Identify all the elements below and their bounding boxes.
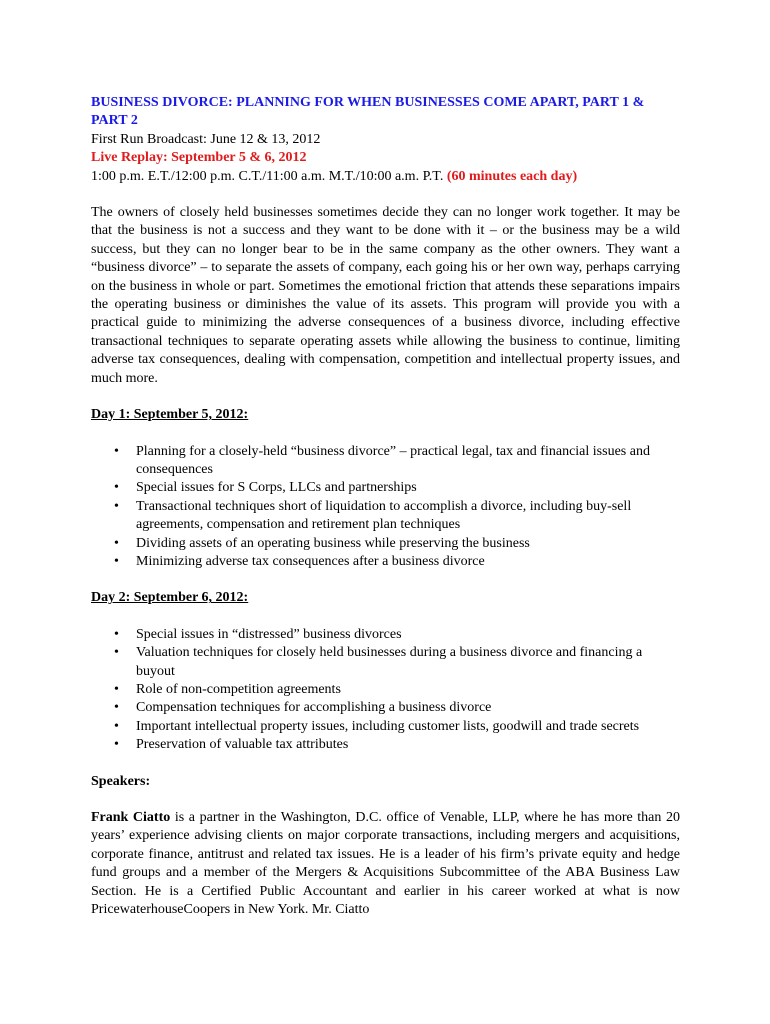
list-item-text: Preservation of valuable tax attributes <box>136 737 349 753</box>
times-line <box>91 168 680 186</box>
list-item <box>91 644 680 681</box>
speaker-name: Frank Ciatto <box>91 810 171 825</box>
bullet-icon: • <box>114 645 119 661</box>
list-item-text: Special issues in “distressed” business divorces <box>136 626 402 642</box>
list-item-text: Minimizing adverse tax consequences after a business divorce <box>136 553 485 569</box>
bullet-icon: • <box>114 535 119 551</box>
bullet-icon: • <box>114 480 119 496</box>
live-replay-line: Live Replay: September 5 & 6, 2012 <box>91 150 307 166</box>
bullet-icon: • <box>114 443 119 459</box>
document-title: BUSINESS DIVORCE: PLANNING FOR WHEN BUSINESSES COME APART, PART 1 & PART 2 <box>91 95 645 129</box>
bullet-icon: • <box>114 737 119 753</box>
list-item-text: Transactional techniques short of liquidation to accomplish a divorce, including buy-sell agreements, compensation and retirement plan techniques <box>136 498 632 533</box>
bullet-icon: • <box>114 700 119 716</box>
list-item <box>91 553 680 571</box>
day1-heading: Day 1: September 5, 2012: <box>91 407 249 423</box>
broadcast-times: 1:00 p.m. E.T./12:00 p.m. C.T./11:00 a.m. M.T./10:00 a.m. P.T. <box>91 168 444 184</box>
document-body <box>91 94 680 919</box>
day2-topics-list <box>91 626 680 755</box>
list-item-text: Dividing assets of an operating business while preserving the business <box>136 535 530 551</box>
list-item-text: Valuation techniques for closely held businesses during a business divorce and financing a buyout <box>136 645 643 679</box>
speaker-bio: is a partner in the Washington, D.C. office of Venable, LLP, where he has more than 20 years’ experience advising clients on major corporate transactions, including mergers and acquisitions, corporate finance, antitrust and related tax issues. He is a leader of his firm’s private equity and hedge fund groups and a member of the Mergers & Acquisitions Subcommittee of the ABA Business Law Section. He is a Certified Public Accountant and earlier in his career worked at what is now PricewaterhouseCoopers in New York. Mr. Ciatto <box>91 810 680 918</box>
list-item <box>91 535 680 553</box>
list-item <box>91 736 680 754</box>
list-item <box>91 718 680 736</box>
bullet-icon: • <box>114 626 119 642</box>
day1-topics-list <box>91 443 680 572</box>
first-run-line: First Run Broadcast: June 12 & 13, 2012 <box>91 131 321 147</box>
list-item-text: Role of non-competition agreements <box>136 681 341 697</box>
bullet-icon: • <box>114 681 119 697</box>
list-item <box>91 498 680 535</box>
speaker-bio-paragraph <box>91 809 680 919</box>
bullet-icon: • <box>114 718 119 734</box>
intro-paragraph: The owners of closely held businesses sometimes decide they can no longer work together. It may be that the business is not a success and they want to be done with it – or the business may be a wild success, but they can no longer bear to be in the same company as the other owners. They want a “business divorce” – to separate the assets of company, each going his or her own way, perhaps carrying on the business in whole or part. Sometimes the emotional friction that attends these separations impairs the operating business or diminishes the value of its assets. This program will provide you with a practical guide to minimizing the adverse consequences of a business divorce, including effective transactional techniques to separate operating assets while allowing the business to continue, limiting adverse tax consequences, dealing with compensation, competition and intellectual property issues, and much more. <box>91 205 680 386</box>
day2-heading: Day 2: September 6, 2012: <box>91 590 249 606</box>
list-item-text: Compensation techniques for accomplishing a business divorce <box>136 700 492 716</box>
speakers-heading: Speakers: <box>91 773 151 789</box>
list-item <box>91 626 680 644</box>
bullet-icon: • <box>114 498 119 514</box>
duration-note: (60 minutes each day) <box>446 168 578 184</box>
list-item-text: Special issues for S Corps, LLCs and partnerships <box>136 480 417 496</box>
list-item <box>91 699 680 717</box>
bullet-icon: • <box>114 553 119 569</box>
list-item-text: Important intellectual property issues, including customer lists, goodwill and trade secrets <box>136 718 640 734</box>
list-item-text: Planning for a closely-held “business divorce” – practical legal, tax and financial issues and consequences <box>136 443 650 477</box>
list-item <box>91 443 680 480</box>
list-item <box>91 479 680 497</box>
list-item <box>91 681 680 699</box>
